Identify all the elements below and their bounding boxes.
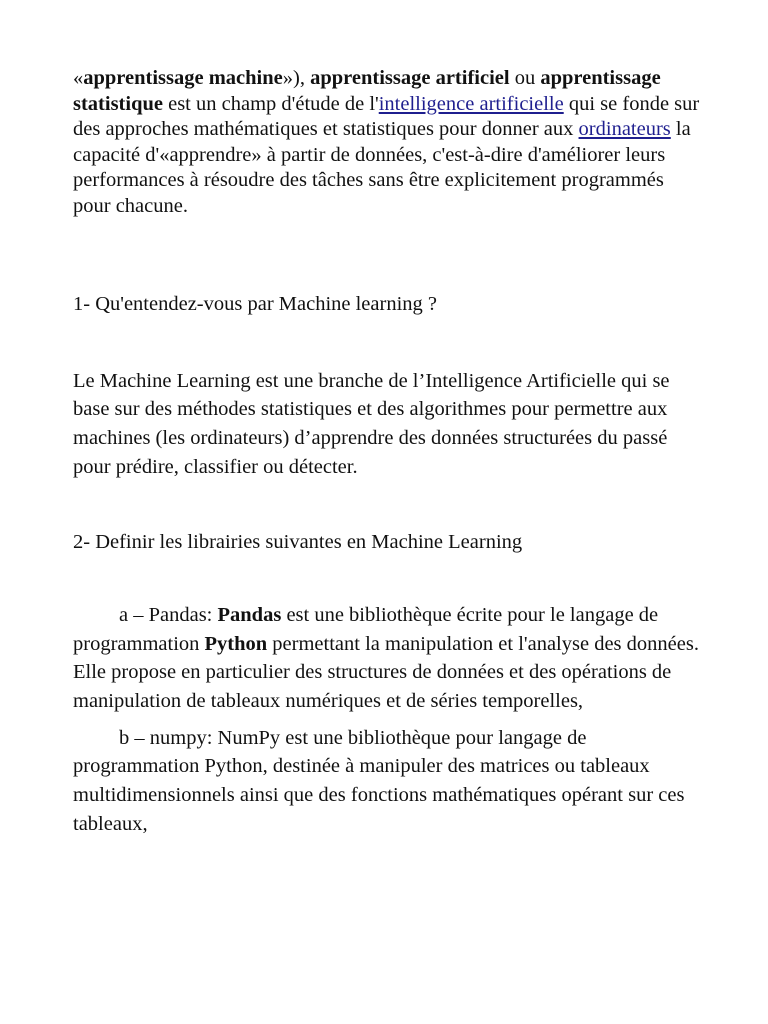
pandas-name: Pandas [217,603,282,626]
question-1: 1- Qu'entendez-vous par Machine learning ? [73,293,438,315]
numpy-definition [73,724,703,839]
pandas-language: Python [204,632,268,655]
question-2: 2- Definir les librairies suivantes en Machine Learning [73,531,523,554]
intro-text-3: la capacité d'«apprendre» à partir de données, c'est-à-dire d'améliorer leurs performances à résoudre des tâches sans être explicitement programmés pour chacune. [73,118,691,217]
open-quote: « [73,67,84,89]
numpy-text: b – numpy: NumPy est une bibliothèque pour langage de programmation Python, destinée à manipuler des matrices ou tableaux multidimensionnels ainsi que des fonctions mathématiques opérant sur ces tableaux, [73,726,685,835]
answer-1: Le Machine Learning est une branche de l’Intelligence Artificielle qui se base sur des méthodes statistiques et des algorithmes pour permettre aux machines (les ordinateurs) d’apprendre des données structurées du passé pour prédire, classifier ou détecter. [73,369,670,478]
intro-paragraph [73,66,703,219]
pandas-text-1: est une bibliothèque écrite pour le langage de programmation [73,603,659,655]
link-intelligence-artificielle[interactable]: intelligence artificielle [378,92,564,115]
link-ordinateurs[interactable]: ordinateurs [578,118,671,140]
term-apprentissage-machine: apprentissage machine [83,67,283,89]
term-apprentissage-statistique: apprentissage statistique [73,67,661,115]
pandas-prefix: a – Pandas: [119,603,218,626]
document-page [73,66,703,838]
pandas-text-2: permettant la manipulation et l'analyse des données. Elle propose en particulier des structures de données et des opérations de manipulation de tableaux numériques et de séries temporelles, [73,632,699,712]
conjunction-ou: ou [509,67,541,89]
close-quote: »), [282,67,311,89]
intro-text-2: qui se fonde sur des approches mathématiques et statistiques pour donner aux [73,92,700,140]
intro-text-1: est un champ d'étude de l' [162,92,379,115]
pandas-definition [73,601,703,716]
term-apprentissage-artificiel: apprentissage artificiel [310,67,510,89]
